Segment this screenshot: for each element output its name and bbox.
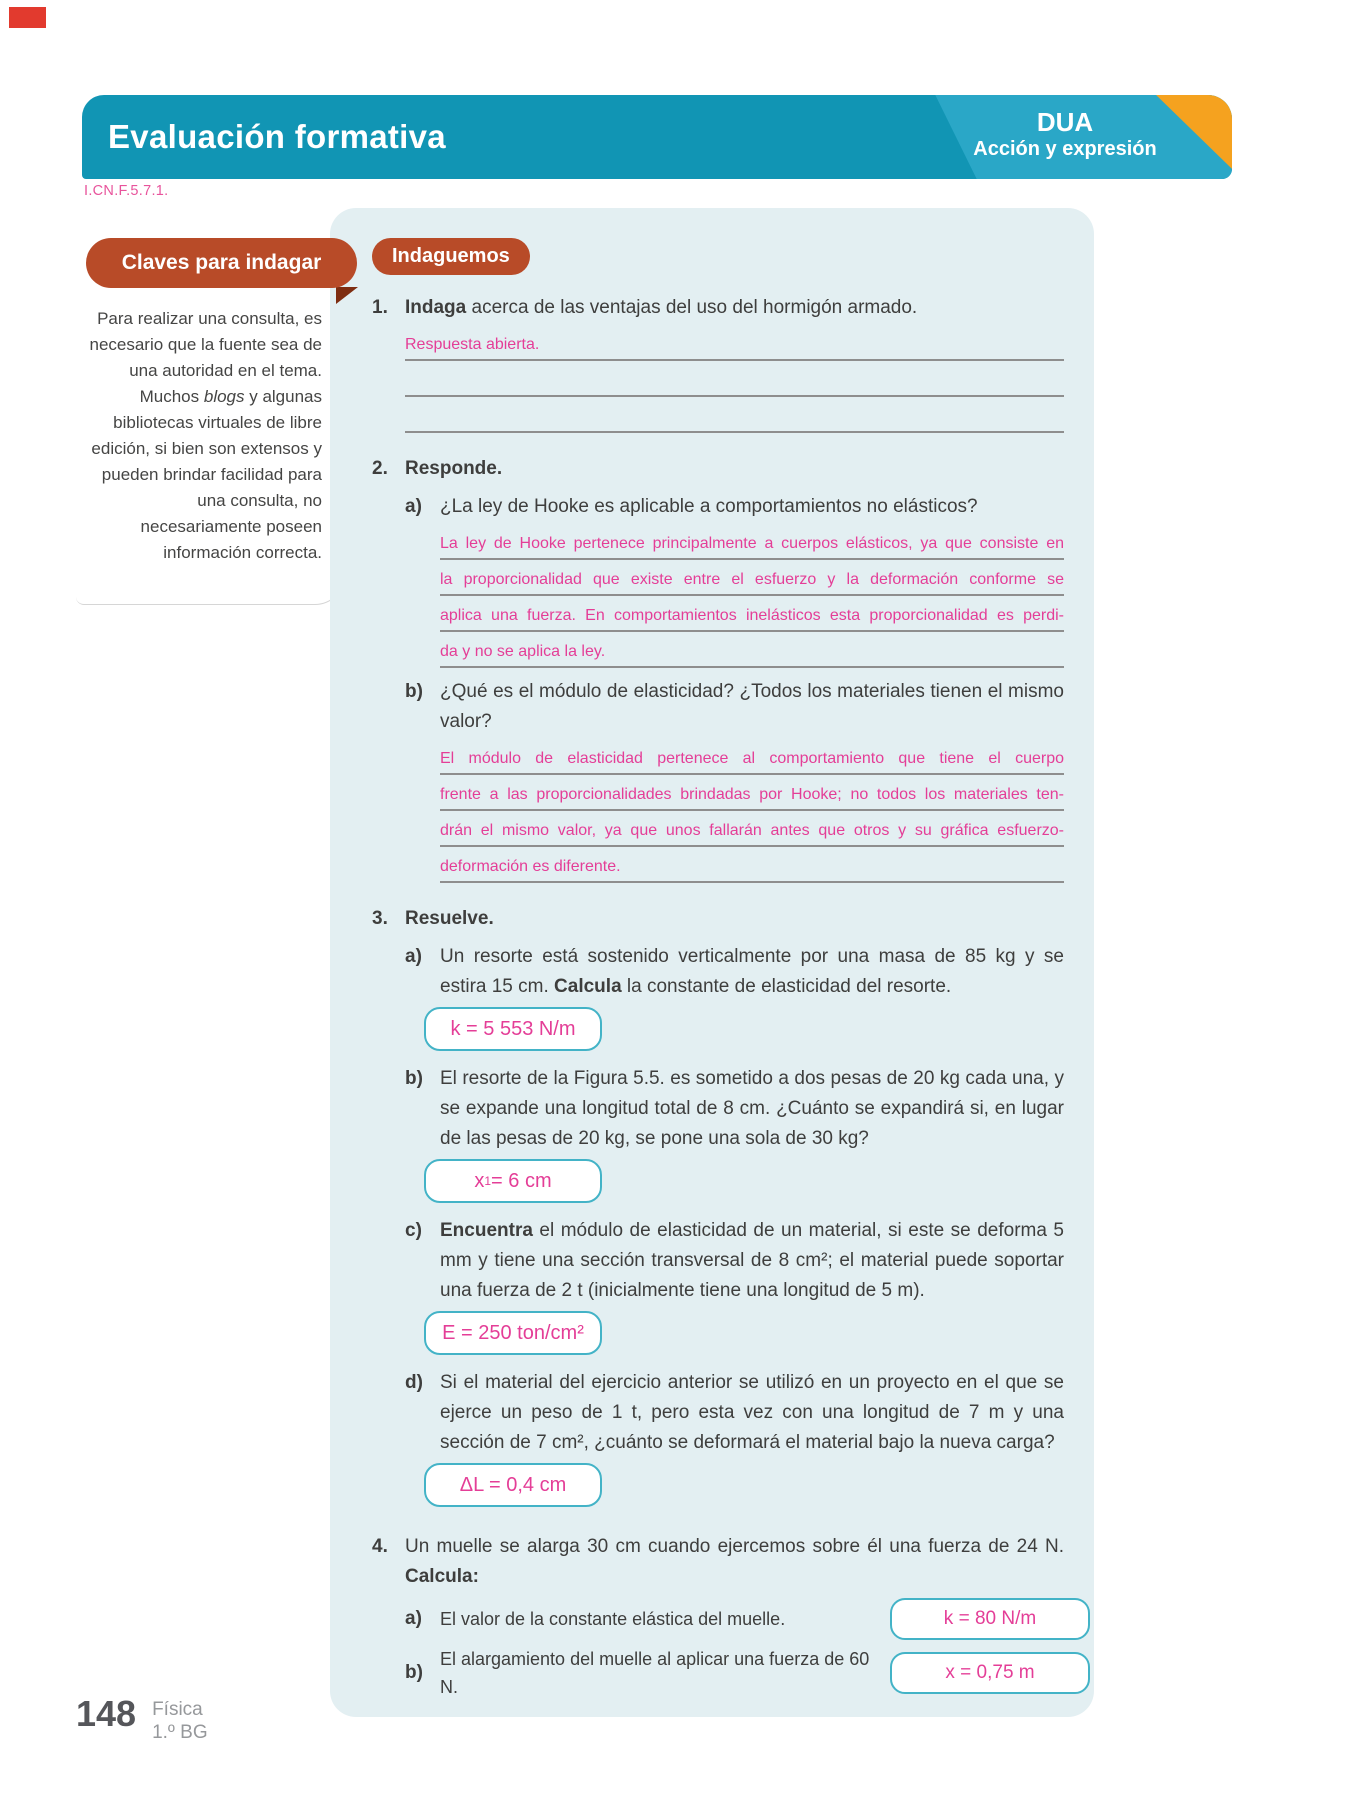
question-number: 2. (372, 458, 388, 479)
question-post: el módulo de elasticidad de un material, si este se deforma 5 mm y tiene una sección transversal de 8 cm²; el material puede soportar una fuerza de 2 t (inicialmente tiene una longitud de 5 m). (440, 1220, 1064, 1301)
result-subscript: 1 (484, 1174, 492, 1188)
question-3b (405, 1064, 1064, 1208)
answer-area (405, 326, 1064, 433)
result-value: x (474, 1169, 485, 1192)
question-1 (372, 293, 1064, 434)
answer-line[interactable]: da y no se aplica la ley. (440, 633, 1064, 668)
item-label: a) (405, 946, 422, 967)
sidebar-text (88, 306, 322, 566)
question-text: ¿Qué es el módulo de elasticidad? ¿Todos los materiales tienen el mismo valor? (440, 681, 1064, 732)
result-value-rest: = 6 cm (491, 1169, 552, 1192)
item-label: c) (405, 1220, 422, 1241)
result-box[interactable] (424, 1007, 602, 1051)
question-4b (405, 1645, 1064, 1701)
question-number: 3. (372, 908, 388, 929)
answer-line[interactable]: deformación es diferente. (440, 848, 1064, 883)
question-pre: Un resorte está sostenido verticalmente por una masa de 85 kg y se estira 15 cm. (440, 946, 1064, 997)
question-3c (405, 1216, 1064, 1360)
item-label: b) (405, 1068, 423, 1089)
answer-line[interactable]: La ley de Hooke pertenece principalmente a cuerpos elásticos, ya que consiste en (440, 525, 1064, 560)
answer-area (440, 740, 1064, 883)
page-meta (152, 1696, 208, 1744)
content-panel (330, 208, 1094, 1717)
result-box[interactable] (890, 1652, 1090, 1694)
dua-badge (940, 108, 1190, 162)
red-corner-mark (9, 7, 46, 28)
question-text: El resorte de la Figura 5.5. es sometido a dos pesas de 20 kg cada una, y se expande una longitud total de 8 cm. ¿Cuánto se expandirá si, en lugar de las pesas de 20 kg, se pone una sola de 30 kg? (440, 1068, 1064, 1149)
sidebar-title-pill (86, 238, 357, 288)
section-title: Indaguemos (392, 245, 510, 267)
answer-line[interactable]: El módulo de elasticidad pertenece al comportamiento que tiene el cuerpo (440, 740, 1064, 775)
question-text (405, 293, 1064, 323)
question-2a (405, 492, 1064, 669)
question-2 (372, 454, 1064, 884)
answer-line[interactable] (405, 362, 1064, 397)
sidebar-text-italic: blogs (203, 387, 245, 406)
question-post: la constante de elasticidad del resorte. (621, 976, 952, 997)
item-label: d) (405, 1372, 423, 1393)
sidebar-card (76, 248, 345, 605)
page-title: Evaluación formativa (108, 118, 446, 155)
question-rest: acerca de las ventajas del uso del hormigón armado. (466, 297, 918, 318)
page-header (82, 95, 1232, 179)
page-number: 148 (76, 1693, 137, 1734)
ribbon-fold (336, 287, 358, 304)
result-value: k = 5 553 N/m (450, 1017, 576, 1040)
result-value: k = 80 N/m (943, 1608, 1037, 1629)
question-title: Resuelve. (405, 908, 494, 929)
question-text (440, 942, 1064, 1002)
question-title: Responde. (405, 458, 503, 479)
question-text: Si el material del ejercicio anterior se utilizó en un proyecto en el que se ejerce un peso de 1 t, pero esta vez con una longitud de 7 m y una sección de 7 cm², ¿cuánto se deformará el material bajo la nueva carga? (440, 1372, 1064, 1453)
question-text (440, 1216, 1064, 1306)
result-box[interactable] (424, 1159, 602, 1203)
question-verb: Indaga (405, 297, 467, 318)
dua-badge-title: DUA (1036, 107, 1094, 137)
question-3a (405, 942, 1064, 1056)
question-text: ¿La ley de Hooke es aplicable a comportamientos no elásticos? (440, 496, 978, 517)
question-verb: Encuentra (440, 1220, 533, 1241)
item-label: b) (405, 681, 423, 702)
item-label: a) (405, 1608, 422, 1629)
standard-code: I.CN.F.5.7.1. (84, 183, 169, 199)
answer-line[interactable]: frente a las proporcionalidades brindadas por Hooke; no todos los materiales ten- (440, 776, 1064, 811)
page-footer (76, 1693, 208, 1744)
result-value: ΔL = 0,4 cm (459, 1473, 567, 1496)
question-text: El valor de la constante elástica del muelle. (440, 1609, 786, 1629)
question-4a (405, 1598, 1064, 1640)
item-label: b) (405, 1662, 423, 1683)
answer-line[interactable] (405, 398, 1064, 433)
question-text: El alargamiento del muelle al aplicar una fuerza de 60 N. (440, 1649, 870, 1697)
answer-line[interactable]: la proporcionalidad que existe entre el esfuerzo y la deformación conforme se (440, 561, 1064, 596)
question-4 (372, 1532, 1064, 1701)
item-label: a) (405, 496, 422, 517)
question-3 (372, 904, 1064, 1512)
answer-line[interactable]: Respuesta abierta. (405, 326, 1064, 361)
question-verb: Calcula: (405, 1566, 479, 1587)
result-value: E = 250 ton/cm² (442, 1321, 584, 1344)
question-number: 1. (372, 297, 388, 318)
question-2b (405, 677, 1064, 884)
sidebar-text-pre: Para realizar una consulta, es necesario que la fuente sea de una autoridad en el tema. Muchos (89, 309, 322, 406)
answer-area (440, 525, 1064, 668)
sidebar-text-post: y algunas bibliotecas virtuales de libre edición, si bien son extensos y pueden brindar facilidad para una consulta, no necesariamente poseen información correcta. (91, 387, 322, 562)
question-number: 4. (372, 1536, 388, 1557)
question-verb: Calcula (554, 976, 622, 997)
sidebar-title: Claves para indagar (121, 251, 322, 274)
answer-line[interactable]: aplica una fuerza. En comportamientos inelásticos esta proporcionalidad es perdi- (440, 597, 1064, 632)
result-box[interactable] (424, 1311, 602, 1355)
result-value: x = 0,75 m (945, 1662, 1035, 1683)
answer-line[interactable]: drán el mismo valor, ya que unos fallarán antes que otros y su gráfica esfuerzo- (440, 812, 1064, 847)
grade-label: 1.º BG (152, 1722, 208, 1743)
question-text: Un muelle se alarga 30 cm cuando ejercemos sobre él una fuerza de 24 N. (405, 1536, 1064, 1557)
question-3d (405, 1368, 1064, 1512)
section-title-pill (372, 238, 530, 275)
dua-badge-subtitle: Acción y expresión (973, 138, 1157, 160)
subject-label: Física (152, 1699, 203, 1720)
result-box[interactable] (890, 1598, 1090, 1640)
result-box[interactable] (424, 1463, 602, 1507)
